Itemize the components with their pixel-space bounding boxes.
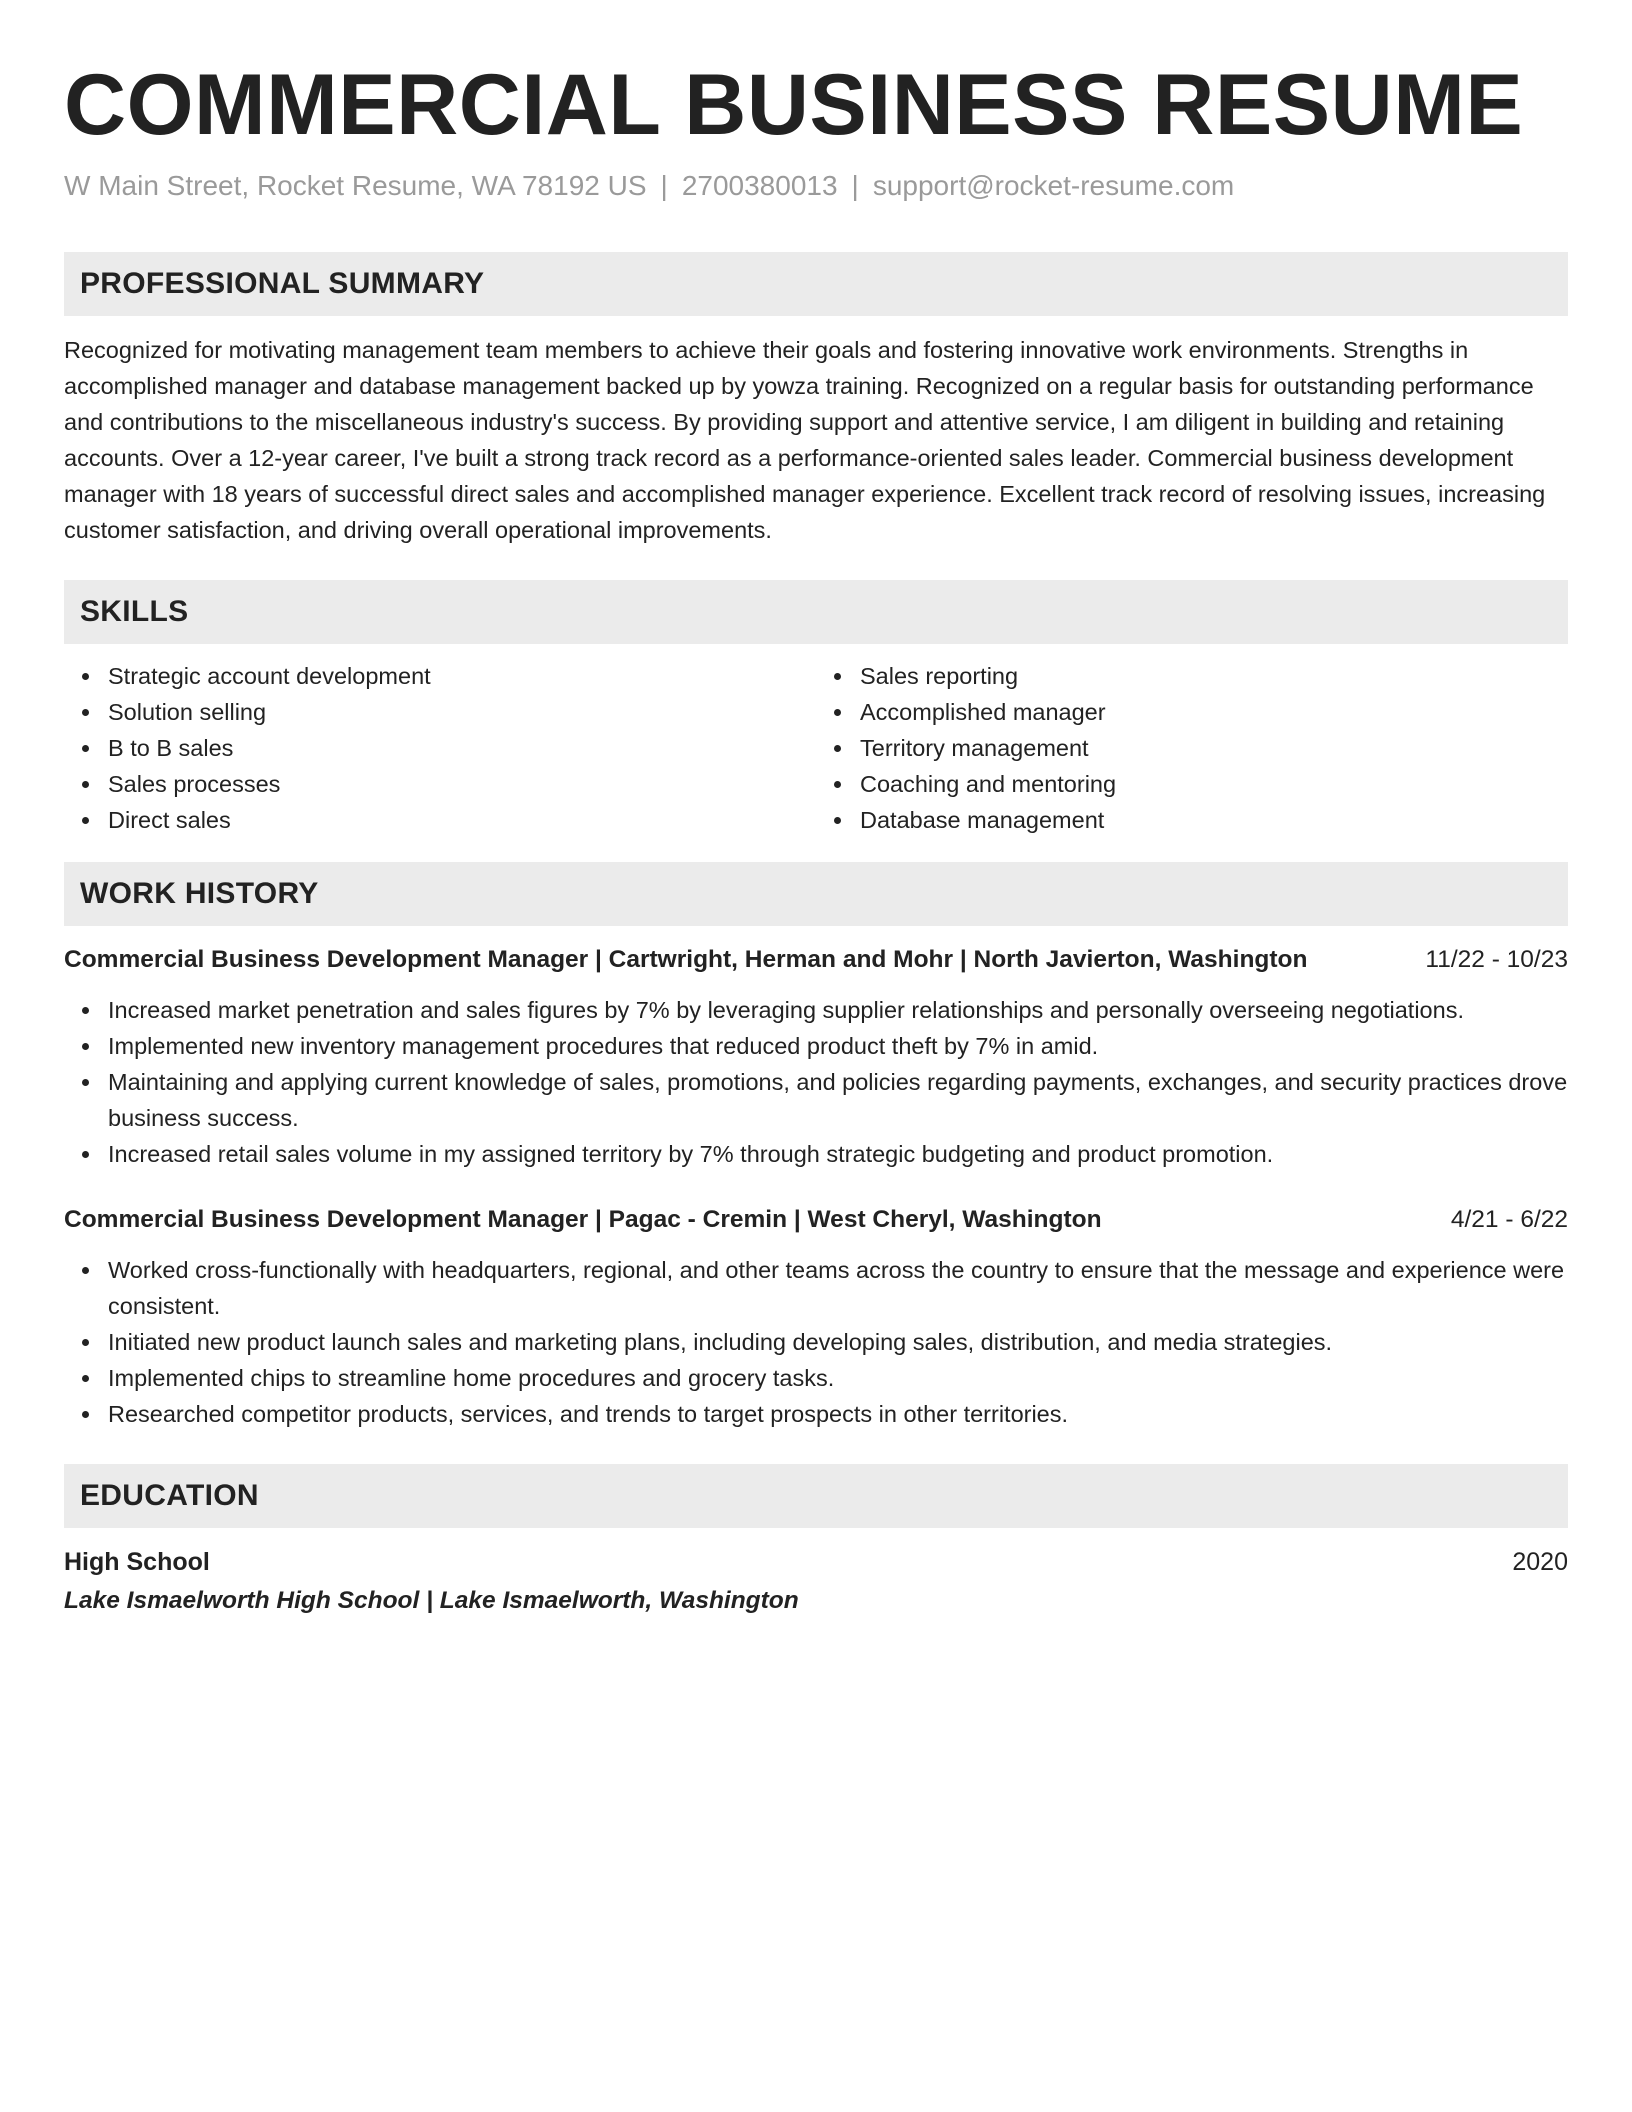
job-title-row: [64, 1206, 1568, 1234]
job-entry: [64, 946, 1568, 1172]
education-school: Lake Ismaelworth High School | Lake Ismaelworth, Washington: [64, 1587, 799, 1615]
section-header-work-history: WORK HISTORY: [64, 862, 1568, 926]
job-dates: 4/21 - 6/22: [1450, 1206, 1568, 1234]
skill-item: Coaching and mentoring: [860, 766, 1568, 802]
section-header-skills: SKILLS: [64, 580, 1568, 644]
skill-item: Strategic account development: [108, 658, 816, 694]
job-title: Commercial Business Development Manager | Pagac - Cremin | West Cheryl, Washington: [64, 1206, 1102, 1234]
contact-separator: |: [851, 170, 859, 202]
section-header-education: EDUCATION: [64, 1464, 1568, 1528]
section-header-summary: PROFESSIONAL SUMMARY: [64, 252, 1568, 316]
skill-item: Accomplished manager: [860, 694, 1568, 730]
resume-title: COMMERCIAL BUSINESS RESUME: [64, 57, 1524, 153]
contact-line: [64, 170, 1568, 202]
job-bullet: Worked cross-functionally with headquarters, regional, and other teams across the country to ensure that the message and experience were consistent.: [108, 1252, 1568, 1324]
skills-column-left: [64, 658, 816, 838]
job-title: Commercial Business Development Manager | Cartwright, Herman and Mohr | North Javierton, Washington: [64, 946, 1308, 974]
skill-item: Sales processes: [108, 766, 816, 802]
job-bullet: Maintaining and applying current knowledge of sales, promotions, and policies regarding payments, exchanges, and security practices drove business success.: [108, 1064, 1568, 1136]
summary-text: Recognized for motivating management team members to achieve their goals and fostering innovative work environments. Strengths in accomplished manager and database management backed up by yowza training. Recognized on a regular basis for outstanding performance and contributions to the miscellaneous industry's success. By providing support and attentive service, I am diligent in building and retaining accounts. Over a 12-year career, I've built a strong track record as a performance-oriented sales leader. Commercial business development manager with 18 years of successful direct sales and accomplished manager experience. Excellent track record of resolving issues, increasing customer satisfaction, and driving overall operational improvements.: [64, 337, 1546, 544]
education-year: 2020: [1512, 1548, 1568, 1577]
job-bullet: Researched competitor products, services, and trends to target prospects in other territories.: [108, 1396, 1568, 1432]
job-bullets: [64, 992, 1568, 1172]
job-dates: 11/22 - 10/23: [1425, 946, 1568, 974]
job-bullet: Initiated new product launch sales and marketing plans, including developing sales, distribution, and media strategies.: [108, 1324, 1568, 1360]
skills-column-right: [816, 658, 1568, 838]
skills-grid: [64, 658, 1568, 838]
job-bullet: Implemented new inventory management procedures that reduced product theft by 7% in amid.: [108, 1028, 1568, 1064]
contact-phone: 2700380013: [681, 170, 838, 202]
job-bullets: [64, 1252, 1568, 1432]
skill-item: Database management: [860, 802, 1568, 838]
skill-item: Territory management: [860, 730, 1568, 766]
job-entry: [64, 1206, 1568, 1432]
skill-item: Direct sales: [108, 802, 816, 838]
skill-item: Solution selling: [108, 694, 816, 730]
job-title-row: [64, 946, 1568, 974]
job-bullet: Implemented chips to streamline home procedures and grocery tasks.: [108, 1360, 1568, 1396]
contact-separator: |: [660, 170, 668, 202]
contact-address: W Main Street, Rocket Resume, WA 78192 US: [64, 170, 647, 202]
job-bullet: Increased market penetration and sales figures by 7% by leveraging supplier relationships and personally overseeing negotiations.: [108, 992, 1568, 1028]
job-bullet: Increased retail sales volume in my assigned territory by 7% through strategic budgeting and product promotion.: [108, 1136, 1568, 1172]
contact-email: support@rocket-resume.com: [872, 170, 1235, 202]
education-degree: High School: [64, 1548, 210, 1577]
education-row: [64, 1548, 1568, 1577]
skill-item: Sales reporting: [860, 658, 1568, 694]
skill-item: B to B sales: [108, 730, 816, 766]
